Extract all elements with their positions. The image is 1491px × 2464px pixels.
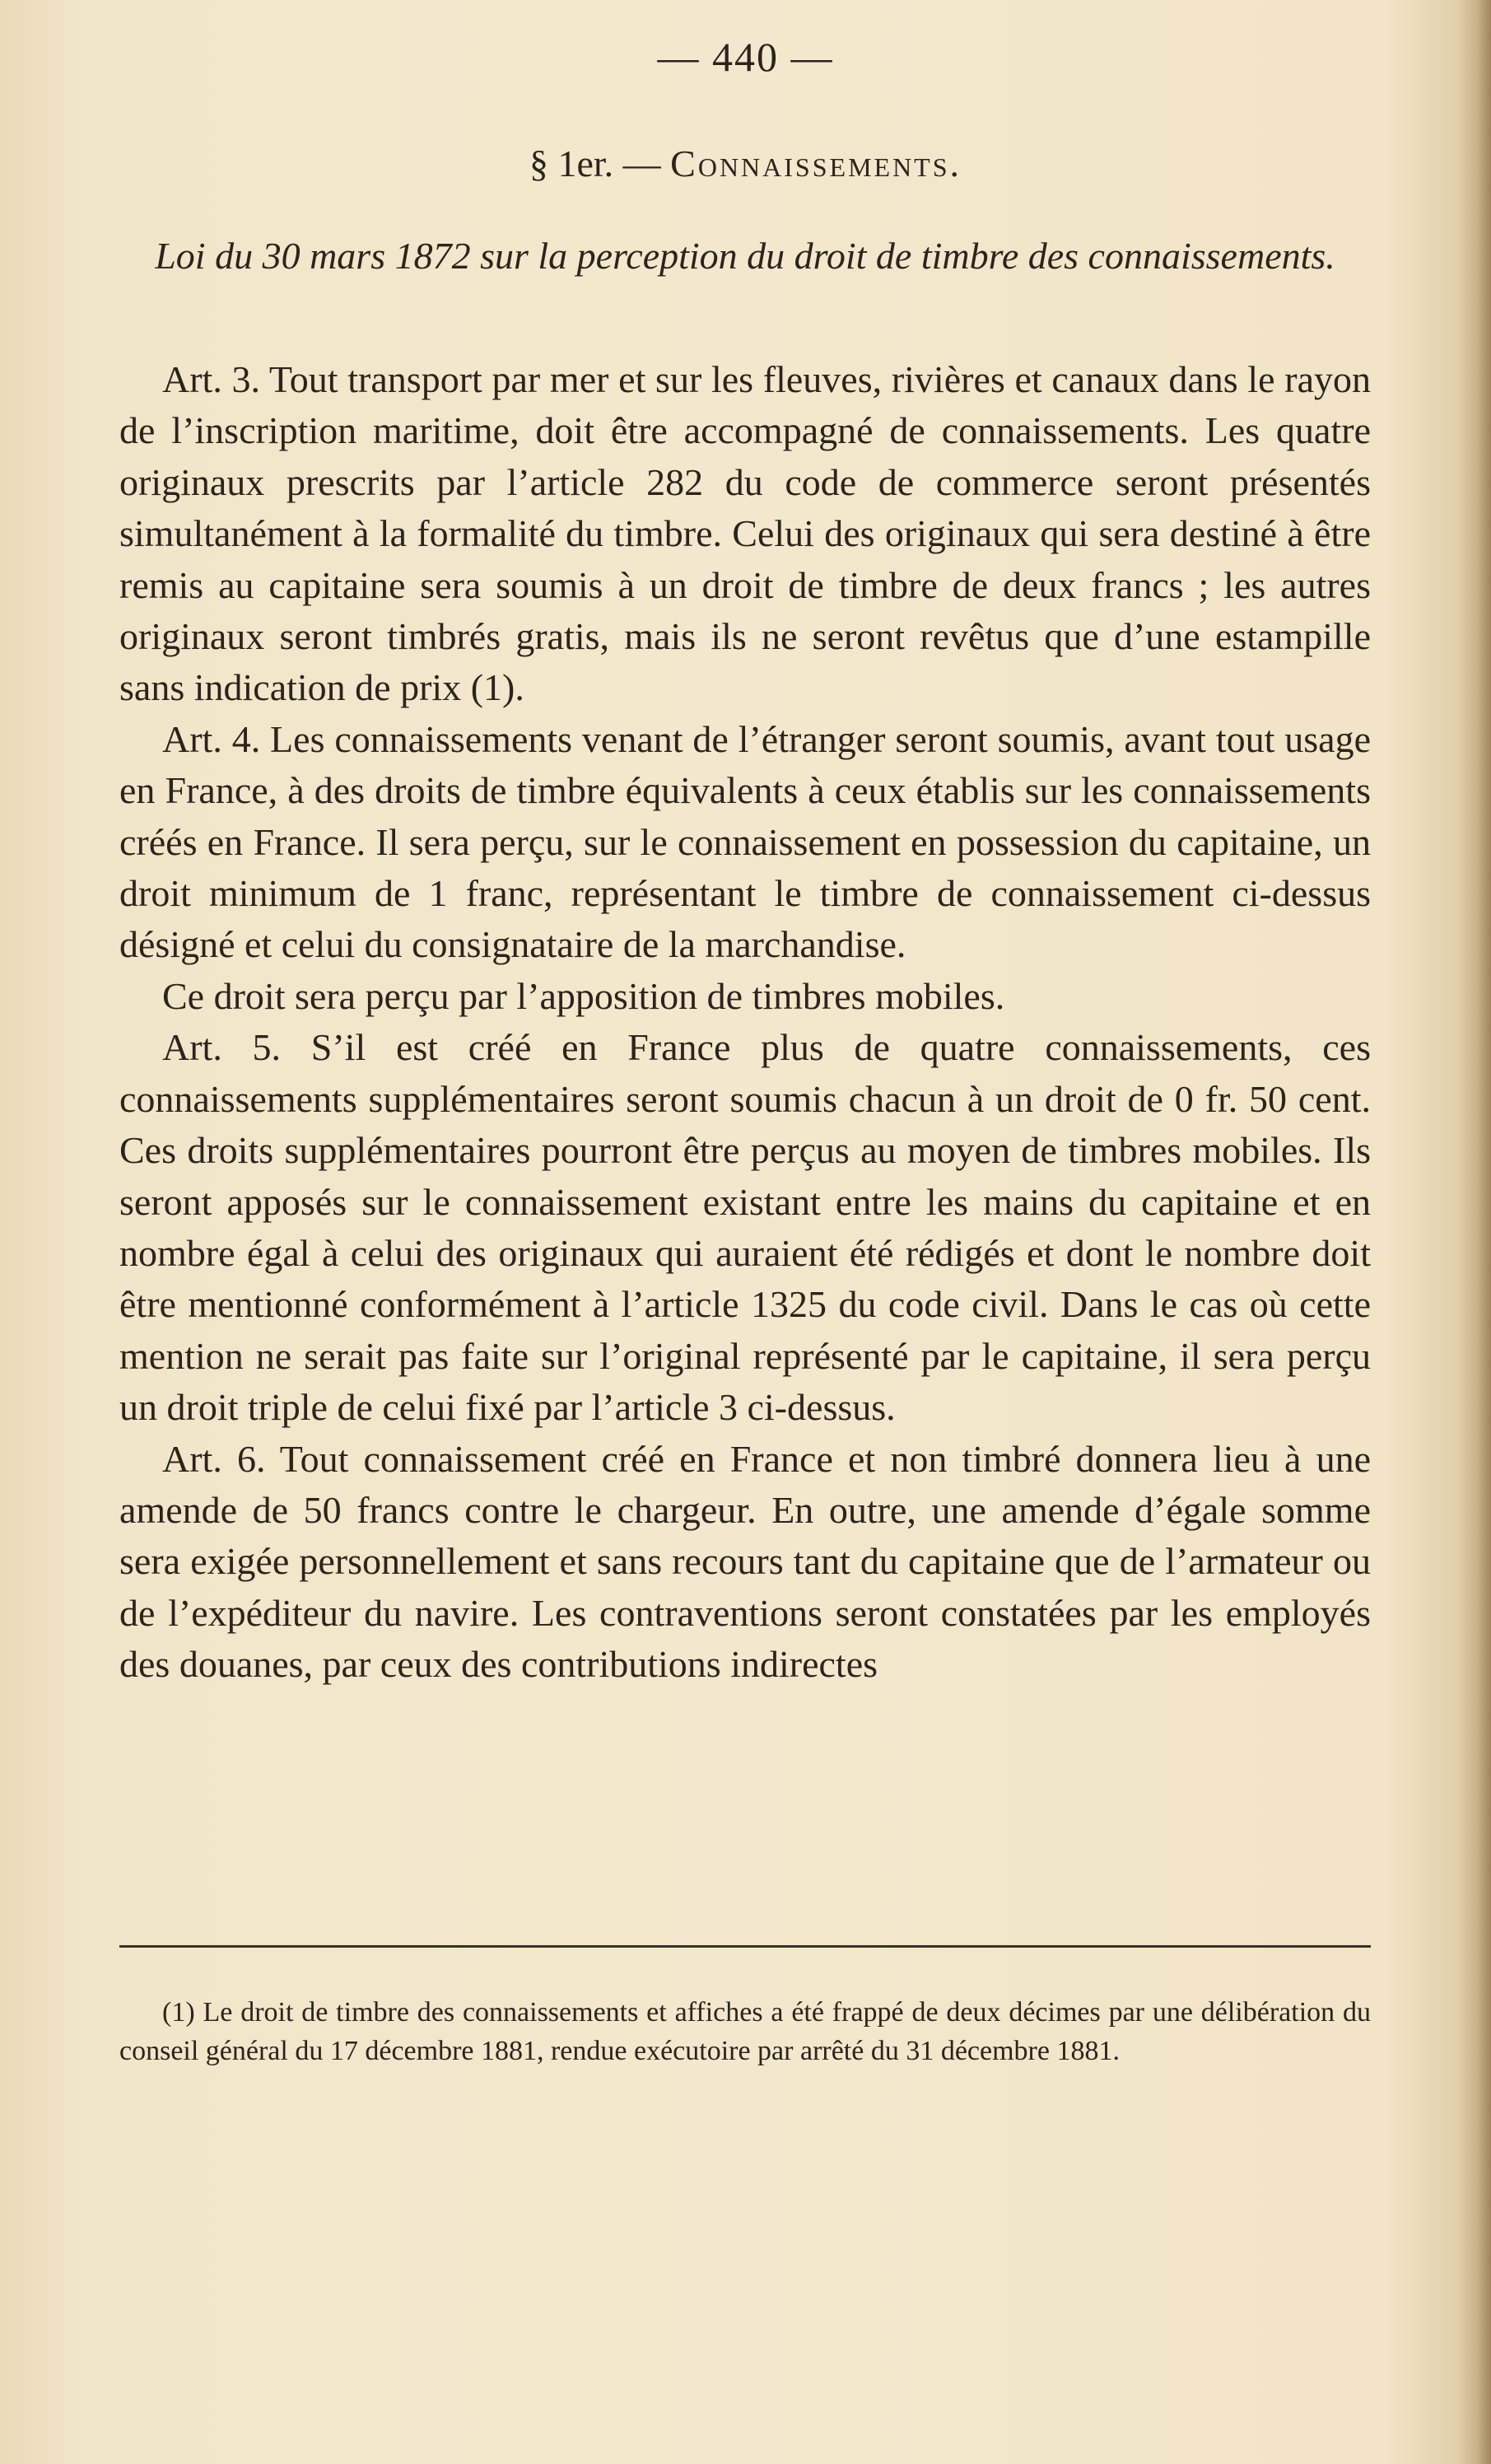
section-symbol: § 1er. bbox=[529, 142, 614, 184]
paragraph-art-4: Art. 4. Les connaissements venant de l’étranger seront soumis, avant tout usage en France, à des droits de timbre équivalents à ceux établis sur les connaissements créés en France. Il sera perçu, sur le connaissement en possession du capitaine, un droit minimum de 1 franc, représentant le timbre de connaissement ci-dessus désigné et celui du consignataire de la marchandise. bbox=[119, 717, 1371, 966]
section-dash: — bbox=[613, 142, 671, 184]
law-title: Loi du 30 mars 1872 sur la perception du droit de timbre des connaissements. bbox=[155, 235, 1335, 277]
paragraph-art-5: Art. 5. S’il est créé en France plus de quatre connaissements, ces connaissements supplémentaires seront soumis chacun à un droit de 0 fr. 50 cent. Ces droits supplémentaires pourront être perçus au moyen de timbres mobiles. Ils seront apposés sur le connaissement existant entre les mains du capitaine et en nombre égal à celui des originaux qui auraient été rédigés et dont le nombre doit être mentionné conformément à l’article 1325 du code civil. Dans le cas où cette mention ne serait pas faite sur l’original représenté par le capitaine, il sera perçu un droit triple de celui fixé par l’article 3 ci-dessus. bbox=[119, 1026, 1371, 1429]
body-text bbox=[119, 354, 1371, 1691]
paragraph-art-3: Art. 3. Tout transport par mer et sur les fleuves, rivières et canaux dans le rayon de l’inscription maritime, doit être accompagné de connaissements. Les quatre originaux prescrits par l’article 282 du code de commerce seront présentés simultanément à la formalité du timbre. Celui des originaux qui sera destiné à être remis au capitaine sera soumis à un droit de timbre de deux francs ; les autres originaux seront timbrés gratis, mais ils ne seront revêtus que d’une estampille sans indication de prix (1). bbox=[119, 358, 1371, 709]
section-heading bbox=[0, 142, 1491, 185]
footnote-text: (1) Le droit de timbre des connaissements et affiches a été frappé de deux décimes par une délibération du conseil général du 17 décembre 1881, rendue exécutoire par arrêté du 31 décembre 1881. bbox=[119, 1997, 1371, 2066]
footnote bbox=[119, 1993, 1371, 2070]
footnote-divider bbox=[119, 1945, 1371, 1948]
page-number: — 440 — bbox=[657, 34, 834, 80]
paragraph-timbres-mobiles: Ce droit sera perçu par l’apposition de timbres mobiles. bbox=[162, 974, 1005, 1017]
section-title: Connaissements. bbox=[670, 142, 962, 184]
page-edge-shadow bbox=[1458, 0, 1491, 2464]
paragraph-art-6: Art. 6. Tout connaissement créé en France et non timbré donnera lieu à une amende de 50 francs contre le chargeur. En outre, une amende d’égale somme sera exigée personnellement et sans recours tant du capitaine que de l’armateur ou de l’expéditeur du navire. Les contraventions seront constatées par les employés des douanes, par ceux des contributions indirectes bbox=[119, 1437, 1371, 1686]
